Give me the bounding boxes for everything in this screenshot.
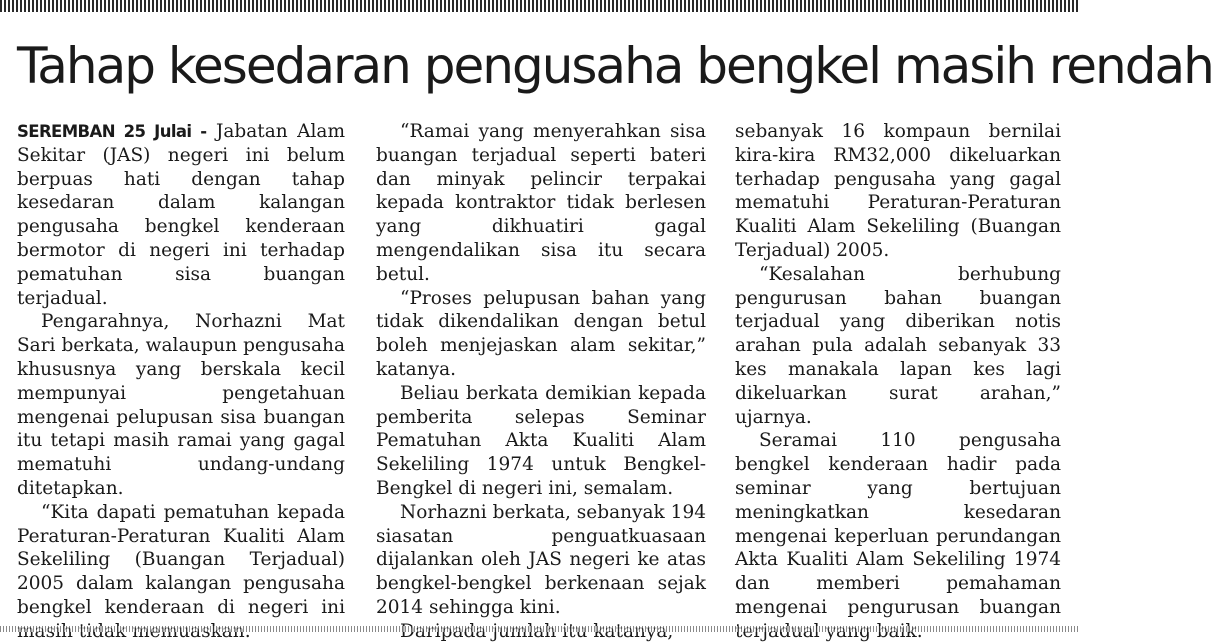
article-paragraph xyxy=(17,120,345,310)
article-column-2 xyxy=(376,120,706,644)
bottom-decorative-rule xyxy=(0,626,1080,632)
article-paragraph: Seramai 110 pengusaha bengkel kenderaan hadir pada seminar yang bertujuan meningkatkan kesedaran mengenai keperluan perundangan Akta Kualiti Alam Sekeliling 1974 dan memberi pemahaman mengenai pengurusan buangan xyxy=(735,430,1061,618)
article-headline: Tahap kesedaran pengusaha bengkel masih rendah xyxy=(17,37,1213,95)
article-paragraph: Norhazni berkata, sebanyak 194 siasatan penguatkuasaan dijalankan oleh JAS negeri ke atas bengkel-bengkel berkenaan sejak 2014 sehingga kini. xyxy=(376,501,706,618)
article-paragraph: “Ramai yang menyerahkan sisa buangan terjadual seperti bateri dan minyak pelincir terpakai kepada kontraktor tidak berlesen yang dikhuatiri gagal mengendalikan sisa itu secara betul. xyxy=(376,121,706,285)
article-paragraph: “Kesalahan berhubung pengurusan bahan buangan terjadual yang diberikan notis arahan pula adalah sebanyak 33 kes manakala lapan kes lagi dikeluarkan surat arahan,” ujarnya. xyxy=(735,263,1061,428)
article-paragraph: “Proses pelupusan bahan yang tidak dikendalikan dengan betul boleh menjejaskan alam sekitar,” katanya. xyxy=(376,287,706,380)
article-paragraph-continued: sebanyak 16 kompaun bernilai kira-kira RM32,000 dikeluarkan terhadap pengusaha yang gagal mematuhi Peraturan-Peraturan Kualiti Alam Sekeliling (Buangan Terjadual) 2005. xyxy=(735,121,1061,261)
top-decorative-rule xyxy=(0,0,1080,12)
dateline: SEREMBAN 25 Julai - xyxy=(17,122,207,141)
article-column-1 xyxy=(17,120,345,644)
article-paragraph: Pengarahnya, Norhazni Mat Sari berkata, walaupun pengusaha khususnya yang berskala kecil mempunyai pengetahuan mengenai pelupusan sisa buangan itu tetapi masih ramai yang gagal mematuhi undang-undang ditetapkan. xyxy=(17,311,345,499)
article-paragraph: Beliau berkata demikian kepada pemberita selepas Seminar Pematuhan Akta Kualiti Alam Sekeliling 1974 untuk Bengkel-Bengkel di negeri ini, semalam. xyxy=(376,382,706,499)
article-column-3 xyxy=(735,120,1061,644)
article-paragraph: “Kita dapati pematuhan kepada Peraturan-Peraturan Kualiti Alam Sekeliling (Buangan Terjadual) 2005 dalam kalangan pengusaha bengkel kenderaan di negeri ini xyxy=(17,501,345,618)
paragraph-text: Jabatan Alam Sekitar (JAS) negeri ini belum berpuas hati dengan tahap kesedaran dalam kalangan pengusaha bengkel kenderaan bermotor di negeri ini terhadap pematuhan sisa buangan terjadual. xyxy=(17,121,345,309)
